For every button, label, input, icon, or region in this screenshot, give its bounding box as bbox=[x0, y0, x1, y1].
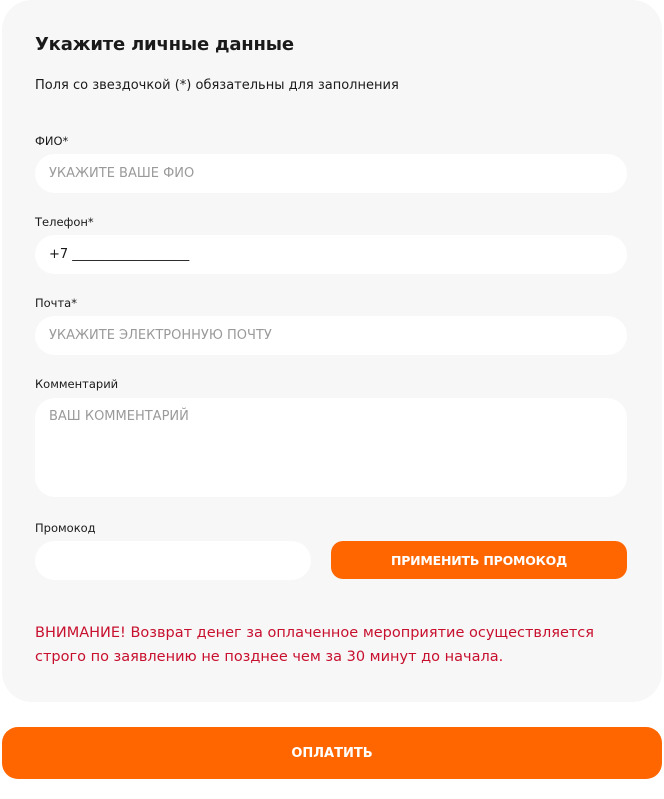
email-label: Почта* bbox=[35, 296, 77, 310]
fio-input[interactable] bbox=[35, 154, 627, 193]
fio-label: ФИО* bbox=[35, 134, 69, 148]
apply-promo-button[interactable]: ПРИМЕНИТЬ ПРОМОКОД bbox=[331, 541, 627, 579]
refund-warning: ВНИМАНИЕ! Возврат денег за оплаченное мероприятие осуществляется строго по заявлению не позднее чем за 30 минут до начала. bbox=[35, 625, 595, 665]
promo-input[interactable] bbox=[35, 541, 311, 580]
promo-label: Промокод bbox=[35, 521, 96, 535]
phone-label: Телефон* bbox=[35, 215, 94, 229]
email-input[interactable] bbox=[35, 316, 627, 355]
personal-data-card bbox=[2, 0, 662, 702]
pay-button[interactable]: ОПЛАТИТЬ bbox=[2, 727, 662, 779]
required-fields-note: Поля со звездочкой (*) обязательны для заполнения bbox=[35, 78, 399, 93]
comment-textarea[interactable] bbox=[35, 398, 627, 497]
comment-label: Комментарий bbox=[35, 377, 119, 391]
form-title: Укажите личные данные bbox=[35, 34, 294, 55]
phone-input[interactable] bbox=[35, 235, 627, 274]
